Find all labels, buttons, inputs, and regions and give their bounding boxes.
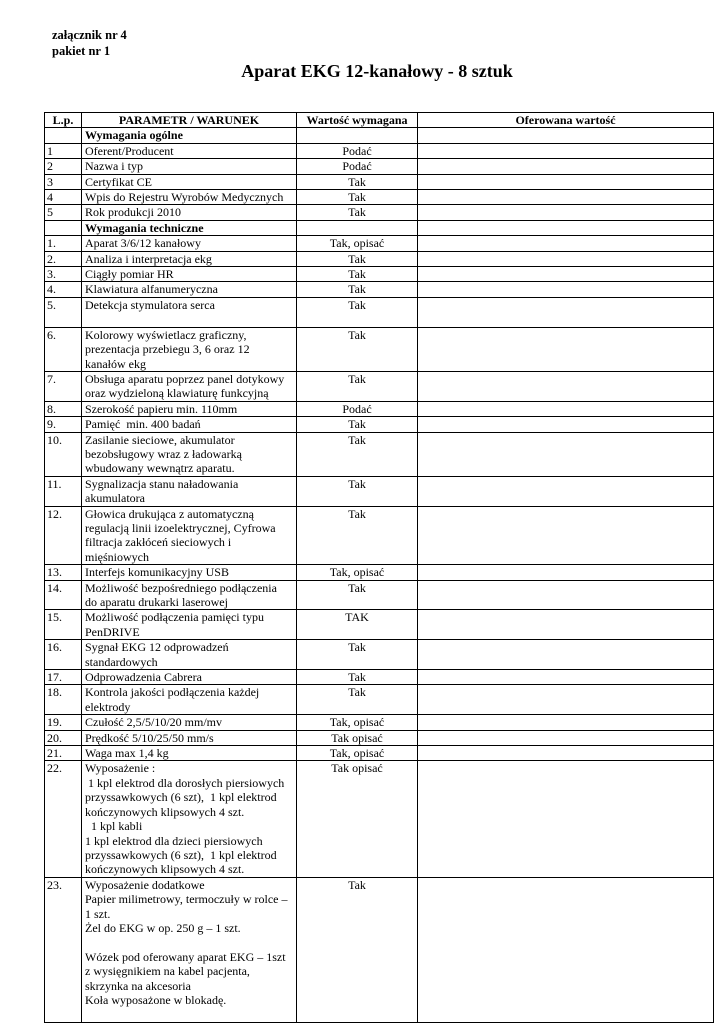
offered-value-cell[interactable] xyxy=(418,761,714,877)
table-row xyxy=(45,476,714,506)
offered-value-cell[interactable] xyxy=(418,128,714,143)
parameter-cell xyxy=(82,730,297,745)
offered-value-cell[interactable] xyxy=(418,640,714,670)
required-value-cell: Tak, opisać xyxy=(297,236,418,251)
parameter-line: skrzynka na akcesoria xyxy=(85,978,191,993)
row-number: 5. xyxy=(45,297,82,327)
row-number: 10. xyxy=(45,432,82,476)
offered-value-cell[interactable] xyxy=(418,877,714,1022)
row-number: 5 xyxy=(45,205,82,220)
parameter-line: Żel do EKG w op. 250 g – 1 szt. xyxy=(85,920,241,935)
parameter-line xyxy=(85,312,293,326)
parameter-line: 1 kpl elektrod dla dzieci piersiowych xyxy=(85,833,263,848)
offered-value-cell[interactable] xyxy=(418,143,714,158)
offered-value-cell[interactable] xyxy=(418,476,714,506)
parameter-cell xyxy=(82,685,297,715)
row-number: 20. xyxy=(45,730,82,745)
table-row xyxy=(45,565,714,580)
required-value-cell: Tak opisać xyxy=(297,730,418,745)
parameter-cell xyxy=(82,267,297,282)
required-value-cell: Tak xyxy=(297,685,418,715)
row-number: 18. xyxy=(45,685,82,715)
parameter-line: PenDRIVE xyxy=(85,624,140,639)
parameter-line: przyssawkowych (6 szt), 1 kpl elektrod xyxy=(85,790,277,805)
parameter-cell xyxy=(82,371,297,401)
parameter-line: Waga max 1,4 kg xyxy=(85,746,169,761)
offered-value-cell[interactable] xyxy=(418,236,714,251)
document-title: Aparat EKG 12-kanałowy - 8 sztuk xyxy=(241,61,513,81)
parameter-line: Wyposażenie dodatkowe xyxy=(85,877,205,892)
section-heading xyxy=(82,128,297,143)
required-value-cell: Tak xyxy=(297,190,418,205)
table-row xyxy=(45,715,714,730)
parameter-cell xyxy=(82,506,297,565)
row-number: 4 xyxy=(45,190,82,205)
required-value-cell: Tak xyxy=(297,640,418,670)
table-row xyxy=(45,580,714,610)
parameter-line: Wymagania techniczne xyxy=(85,220,204,235)
parameter-line: prezentacja przebiegu 3, 6 oraz 12 xyxy=(85,342,250,357)
parameter-line: standardowych xyxy=(85,654,158,669)
parameter-line: Kolorowy wyświetlacz graficzny, xyxy=(85,327,247,342)
parameter-line: Możliwość podłączenia pamięci typu xyxy=(85,610,264,625)
section-row xyxy=(45,220,714,235)
parameter-line: oraz wydzieloną klawiaturę funkcyjną xyxy=(85,386,269,401)
parameter-line: Interfejs komunikacyjny USB xyxy=(85,565,229,580)
table-row xyxy=(45,746,714,761)
row-number: 11. xyxy=(45,476,82,506)
parameter-cell xyxy=(82,610,297,640)
parameter-cell xyxy=(82,746,297,761)
parameter-cell xyxy=(82,174,297,189)
parameter-line: Głowica drukująca z automatyczną xyxy=(85,506,254,521)
row-number: 14. xyxy=(45,580,82,610)
parameter-line: regulacją linii izoelektrycznej, Cyfrowa xyxy=(85,520,276,535)
parameter-line: przyssawkowych (6 szt), 1 kpl elektrod xyxy=(85,847,277,862)
row-number: 22. xyxy=(45,761,82,877)
parameter-line: Detekcja stymulatora serca xyxy=(85,297,215,312)
row-number: 17. xyxy=(45,670,82,685)
table-row xyxy=(45,282,714,297)
row-number: 2. xyxy=(45,251,82,266)
table-body xyxy=(45,128,714,1022)
parameter-line: Wózek pod oferowany aparat EKG – 1szt xyxy=(85,949,286,964)
parameter-cell xyxy=(82,761,297,877)
parameter-line: Wymagania ogólne xyxy=(85,128,183,143)
table-row xyxy=(45,432,714,476)
section-heading xyxy=(82,220,297,235)
parameter-line: Klawiatura alfanumeryczna xyxy=(85,282,218,297)
table-row xyxy=(45,159,714,174)
parameter-line: Kontrola jakości podłączenia każdej xyxy=(85,685,260,700)
parameter-line: Wyposażenie : xyxy=(85,761,156,776)
table-row xyxy=(45,610,714,640)
offered-value-cell[interactable] xyxy=(418,746,714,761)
table-row xyxy=(45,417,714,432)
required-value-cell: Tak, opisać xyxy=(297,565,418,580)
parameter-line: filtracja zakłóceń sieciowych i xyxy=(85,535,232,550)
table-row xyxy=(45,401,714,416)
requirements-table xyxy=(44,112,714,1023)
parameter-line: kończynowych klipsowych 4 szt. xyxy=(85,862,245,877)
parameter-line xyxy=(85,935,293,949)
row-number: 15. xyxy=(45,610,82,640)
required-value-cell: Tak xyxy=(297,670,418,685)
table-row xyxy=(45,297,714,327)
parameter-line: Pamięć min. 400 badań xyxy=(85,417,201,432)
required-value-cell: Tak xyxy=(297,417,418,432)
parameter-cell xyxy=(82,236,297,251)
parameter-cell xyxy=(82,877,297,1022)
column-header-required-value: Wartość wymagana xyxy=(297,113,418,128)
offered-value-cell[interactable] xyxy=(418,670,714,685)
table-row xyxy=(45,761,714,877)
table-row xyxy=(45,251,714,266)
required-value-cell xyxy=(297,128,418,143)
parameter-cell xyxy=(82,476,297,506)
row-number: 7. xyxy=(45,371,82,401)
row-number: 19. xyxy=(45,715,82,730)
offered-value-cell[interactable] xyxy=(418,685,714,715)
offered-value-cell[interactable] xyxy=(418,432,714,476)
table-row xyxy=(45,143,714,158)
table-row xyxy=(45,205,714,220)
parameter-line: Aparat 3/6/12 kanałowy xyxy=(85,236,201,251)
required-value-cell: Podać xyxy=(297,159,418,174)
offered-value-cell[interactable] xyxy=(418,190,714,205)
parameter-line: z wysięgnikiem na kabel pacjenta, xyxy=(85,964,250,979)
offered-value-cell[interactable] xyxy=(418,565,714,580)
required-value-cell: Tak opisać xyxy=(297,761,418,877)
parameter-line: 1 kpl elektrod dla dorosłych piersiowych xyxy=(85,775,285,790)
table-row xyxy=(45,327,714,371)
parameter-cell xyxy=(82,282,297,297)
offered-value-cell[interactable] xyxy=(418,159,714,174)
required-value-cell: Tak xyxy=(297,506,418,565)
required-value-cell: Tak, opisać xyxy=(297,715,418,730)
required-value-cell: Tak xyxy=(297,282,418,297)
row-number: 21. xyxy=(45,746,82,761)
row-number xyxy=(45,128,82,143)
parameter-line: Czułość 2,5/5/10/20 mm/mv xyxy=(85,715,222,730)
column-header-lp: L.p. xyxy=(45,113,82,128)
parameter-line: Prędkość 5/10/25/50 mm/s xyxy=(85,730,214,745)
row-number: 3. xyxy=(45,267,82,282)
required-value-cell xyxy=(297,220,418,235)
required-value-cell: Tak xyxy=(297,371,418,401)
parameter-cell xyxy=(82,715,297,730)
table-header-row xyxy=(45,113,714,128)
required-value-cell: Tak xyxy=(297,877,418,1022)
required-value-cell: Tak xyxy=(297,174,418,189)
parameter-line: Certyfikat CE xyxy=(85,174,152,189)
required-value-cell: Tak, opisać xyxy=(297,746,418,761)
row-number: 3 xyxy=(45,174,82,189)
parameter-cell xyxy=(82,327,297,371)
parameter-line: wbudowany wewnątrz aparatu. xyxy=(85,461,235,476)
parameter-line xyxy=(85,1007,293,1021)
offered-value-cell[interactable] xyxy=(418,580,714,610)
parameter-cell xyxy=(82,205,297,220)
required-value-cell: Podać xyxy=(297,401,418,416)
parameter-cell xyxy=(82,565,297,580)
row-number: 4. xyxy=(45,282,82,297)
offered-value-cell[interactable] xyxy=(418,610,714,640)
parameter-cell xyxy=(82,580,297,610)
parameter-line: mięśniowych xyxy=(85,549,149,564)
required-value-cell: TAK xyxy=(297,610,418,640)
parameter-line: Koła wyposażone w blokadę. xyxy=(85,992,227,1007)
table-row xyxy=(45,371,714,401)
parameter-cell xyxy=(82,401,297,416)
row-number: 1. xyxy=(45,236,82,251)
offered-value-cell[interactable] xyxy=(418,205,714,220)
offered-value-cell[interactable] xyxy=(418,174,714,189)
offered-value-cell[interactable] xyxy=(418,282,714,297)
required-value-cell: Tak xyxy=(297,297,418,327)
parameter-line: Sygnał EKG 12 odprowadzeń xyxy=(85,640,229,655)
row-number: 23. xyxy=(45,877,82,1022)
row-number: 12. xyxy=(45,506,82,565)
parameter-line: 1 szt. xyxy=(85,906,111,921)
parameter-line: Nazwa i typ xyxy=(85,159,143,174)
row-number xyxy=(45,220,82,235)
parameter-line: Papier milimetrowy, termoczuły w rolce – xyxy=(85,892,288,907)
offered-value-cell[interactable] xyxy=(418,401,714,416)
row-number: 13. xyxy=(45,565,82,580)
parameter-line: bezobsługowy wraz z ładowarką xyxy=(85,446,242,461)
table-row xyxy=(45,174,714,189)
column-header-offered-value: Oferowana wartość xyxy=(418,113,714,128)
table-row xyxy=(45,640,714,670)
parameter-cell xyxy=(82,297,297,327)
parameter-line: kończynowych klipsowych 4 szt. xyxy=(85,804,245,819)
required-value-cell: Podać xyxy=(297,143,418,158)
parameter-cell xyxy=(82,417,297,432)
column-header-parameter: PARAMETR / WARUNEK xyxy=(82,113,297,128)
offered-value-cell[interactable] xyxy=(418,715,714,730)
table-row xyxy=(45,236,714,251)
parameter-line: Zasilanie sieciowe, akumulator xyxy=(85,432,235,447)
table-row xyxy=(45,670,714,685)
row-number: 6. xyxy=(45,327,82,371)
offered-value-cell[interactable] xyxy=(418,371,714,401)
required-value-cell: Tak xyxy=(297,267,418,282)
parameter-line: Analiza i interpretacja ekg xyxy=(85,251,212,266)
offered-value-cell[interactable] xyxy=(418,220,714,235)
offered-value-cell[interactable] xyxy=(418,267,714,282)
parameter-line: Ciągły pomiar HR xyxy=(85,267,174,282)
parameter-line: elektrody xyxy=(85,699,131,714)
required-value-cell: Tak xyxy=(297,251,418,266)
parameter-cell xyxy=(82,143,297,158)
parameter-cell xyxy=(82,670,297,685)
table-row xyxy=(45,506,714,565)
parameter-line: do aparatu drukarki laserowej xyxy=(85,595,228,609)
required-value-cell: Tak xyxy=(297,476,418,506)
parameter-cell xyxy=(82,432,297,476)
parameter-line: Odprowadzenia Cabrera xyxy=(85,670,202,685)
parameter-line: Rok produkcji 2010 xyxy=(85,205,181,220)
parameter-line: Szerokość papieru min. 110mm xyxy=(85,401,238,416)
row-number: 2 xyxy=(45,159,82,174)
offered-value-cell[interactable] xyxy=(418,251,714,266)
parameter-line: Oferent/Producent xyxy=(85,143,174,158)
parameter-line: Sygnalizacja stanu naładowania xyxy=(85,476,239,491)
table-row xyxy=(45,877,714,1022)
package-label: pakiet nr 1 xyxy=(52,44,111,58)
parameter-line: Obsługa aparatu poprzez panel dotykowy xyxy=(85,371,285,386)
table-row xyxy=(45,267,714,282)
offered-value-cell[interactable] xyxy=(418,297,714,327)
parameter-line: kanałów ekg xyxy=(85,356,146,371)
parameter-cell xyxy=(82,251,297,266)
parameter-line: Wpis do Rejestru Wyrobów Medycznych xyxy=(85,190,284,205)
row-number: 16. xyxy=(45,640,82,670)
parameter-line: 1 kpl kabli xyxy=(85,819,143,834)
row-number: 1 xyxy=(45,143,82,158)
section-row xyxy=(45,128,714,143)
offered-value-cell[interactable] xyxy=(418,506,714,565)
required-value-cell: Tak xyxy=(297,432,418,476)
row-number: 8. xyxy=(45,401,82,416)
table-row xyxy=(45,685,714,715)
parameter-cell xyxy=(82,190,297,205)
table-row xyxy=(45,190,714,205)
offered-value-cell[interactable] xyxy=(418,327,714,371)
required-value-cell: Tak xyxy=(297,205,418,220)
parameter-line: akumulatora xyxy=(85,491,145,506)
annex-label: załącznik nr 4 xyxy=(52,28,127,42)
parameter-cell xyxy=(82,640,297,670)
row-number: 9. xyxy=(45,417,82,432)
parameter-line: Możliwość bezpośredniego podłączenia xyxy=(85,580,277,595)
required-value-cell: Tak xyxy=(297,580,418,610)
offered-value-cell[interactable] xyxy=(418,730,714,745)
parameter-cell xyxy=(82,159,297,174)
table-row xyxy=(45,730,714,745)
offered-value-cell[interactable] xyxy=(418,417,714,432)
required-value-cell: Tak xyxy=(297,327,418,371)
